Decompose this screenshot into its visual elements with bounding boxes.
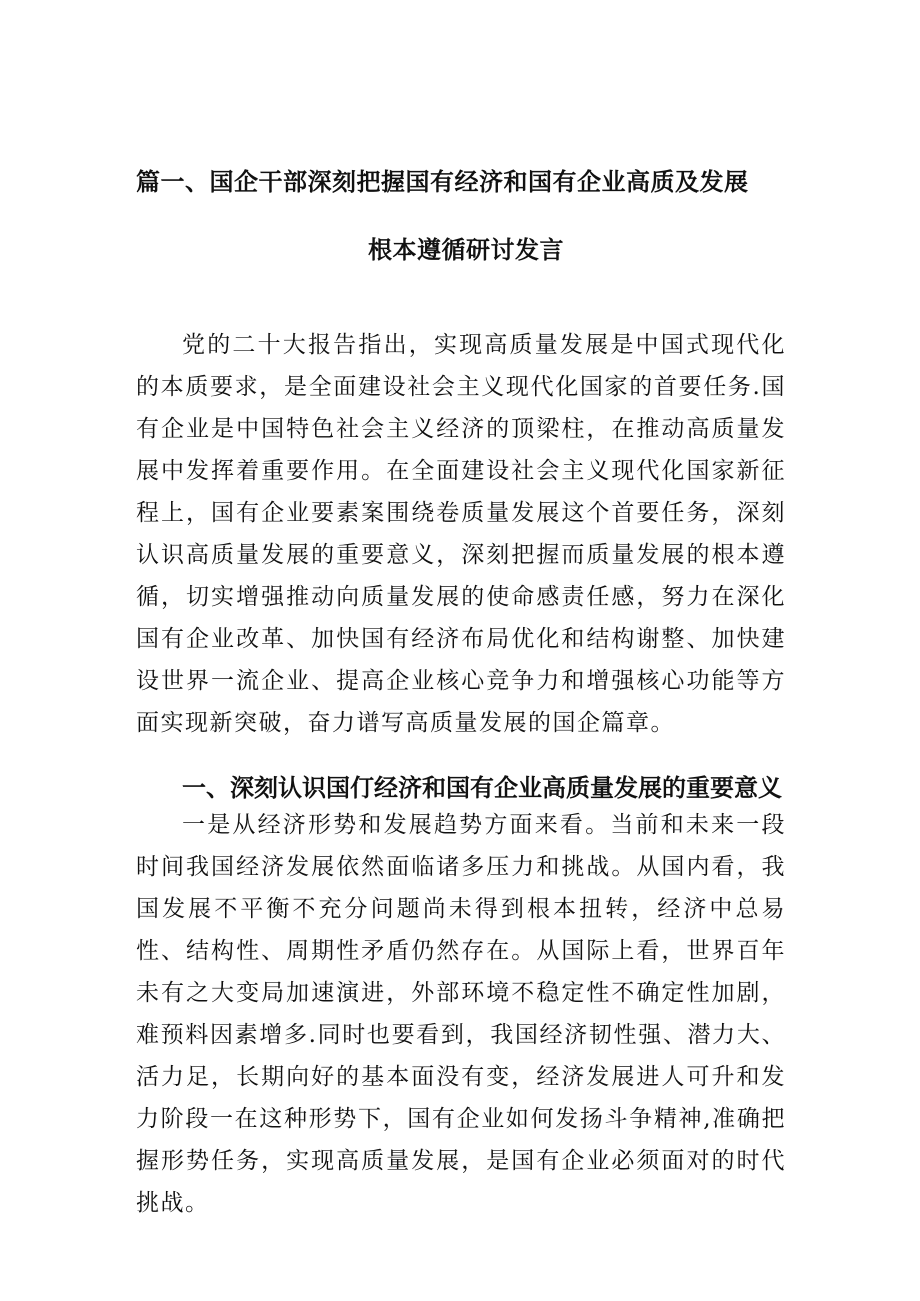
section-1-paragraph-1: 一是从经济形势和发展趋势方面来看。当前和未来一段时间我国经济发展依然面临诸多压力和挑战。从国内看，我国发展不平衡不充分问题尚未得到根本扭转，经济中总易性、结构性、周期性矛盾仍然存在。从国际上看，世界百年未有之大变局加速演进，外部环境不稳定性不确定性加剧，难预料因素增多.同时也要看到，我国经济韧性强、潜力大、活力足，长期向好的基本面没有变，经济发展进人可升和发力阶段一在这种形势下，国有企业如何发扬斗争精神,准确把握形势任务，实现高质量发展，是国有企业必须面对的时代挑战。 <box>136 812 786 1216</box>
document-title-line-2: 根本遵循研讨发言 <box>368 236 564 264</box>
intro-paragraph: 党的二十大报告指出，实现高质量发展是中国式现代化的本质要求，是全面建设社会主义现代化国家的首要任务.国有企业是中国特色社会主义经济的顶梁柱，在推动高质量发展中发挥着重要作用。在全面建设社会主义现代化国家新征程上，国有企业要素案围绕卷质量发展这个首要任务，深刻认识高质量发展的重要意义，深刻把握而质量发展的根本遵循，切实增强推动向质量发展的使命感责任感，努力在深化国有企业改革、加快国有经济布局优化和结构谢整、加快建设世界一流企业、提高企业核心竞争力和增强核心功能等方面实现新突破，奋力谱写高质量发展的国企篇章。 <box>136 332 786 736</box>
section-heading-1: 一、深刻认识国仃经济和国有企业高质量发展的重要意义 <box>182 774 782 802</box>
document-title-line-1: 篇一、国企干部深刻把握国有经济和国有企业高质及发展 <box>136 168 749 196</box>
